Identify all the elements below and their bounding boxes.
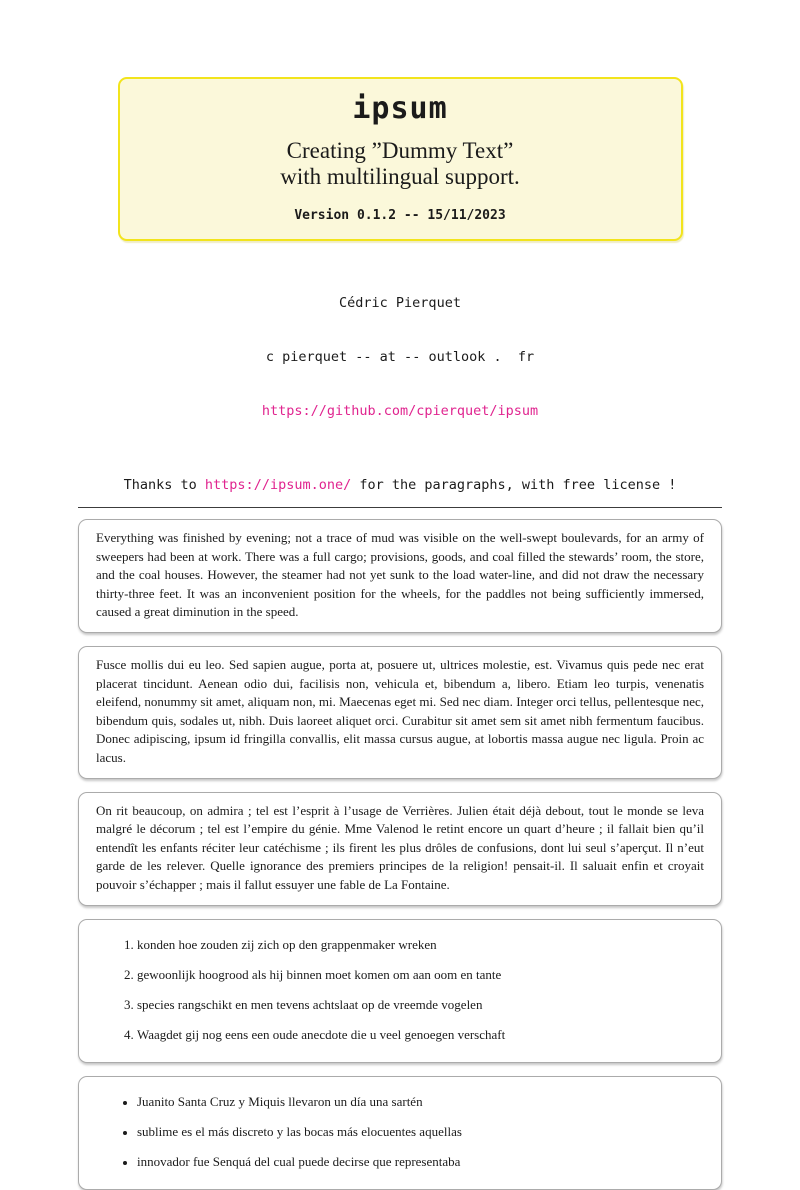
- paragraph-latin-text: Fusce mollis dui eu leo. Sed sapien augue, porta at, posuere ut, ultrices molestie, est. Vivamus quis pede nec erat placerat tincidunt. Aenean odio dui, facilisis non, vehicula et, bibendum a, libero. Etiam leo turpis, venenatis eleifend, nonummy sit amet, aliquam non, mi. Maecenas eget mi. Sed nec diam. Integer orci tellus, pellentesque nec, bibendum quis, sodales ut, nibh. Duis laoreet aliquet orci. Curabitur sit amet sem sit amet nibh fermentum faucibus. Donec adipiscing, ipsum id fringilla convallis, elit massa cursus augue, at lobortis massa augue nec ligula. Proin ac lacus.: [96, 656, 704, 765]
- author-email: c pierquet -- at -- outlook . fr: [265, 349, 535, 365]
- package-title: ipsum: [352, 91, 448, 126]
- bullet-list-item: • sublime es el más discreto y las bocas más elocuentes aquellas: [137, 1123, 704, 1141]
- package-subtitle-line1: Creating ”Dummy Text”: [286, 138, 514, 163]
- author-block: [0, 258, 800, 456]
- numbered-list-item: 1. konden hoe zouden zij zich op den grappenmaker wreken: [137, 936, 704, 954]
- paragraph-french-text: On rit beaucoup, on admira ; tel est l’esprit à l’usage de Verrières. Julien était déjà debout, tout le monde se leva malgré le décorum ; tel est l’empire du génie. Mme Valenod le retint encore un quart d’heure ; il fallait bien qu’il entendît les enfants réciter leur catéchisme ; ils firent les plus drôles de confusions, dont lui seul s’aperçut. Il n’eut garde de les relever. Quelle ignorance des premiers principes de la religion! pensait-il. Il saluait enfin et croyait pouvoir s’échapper ; mais il fallut essuyer une fable de La Fontaine.: [96, 802, 704, 892]
- bullet-list: [96, 1093, 704, 1171]
- numbered-list-item: 3. species rangschikt en men tevens achtslaat op de vreemde vogelen: [137, 996, 704, 1014]
- github-link[interactable]: https://github.com/cpierquet/ipsum: [261, 403, 539, 419]
- numbered-list-item: 2. gewoonlijk hoogrood als hij binnen moet komen om aan oom en tante: [137, 966, 704, 984]
- bullet-list-item: • innovador fue Senquá del cual puede decirse que representaba: [137, 1153, 704, 1171]
- numbered-list: [96, 936, 704, 1044]
- paragraph-box-english: [78, 519, 722, 633]
- paragraph-box-latin: [78, 646, 722, 779]
- bullet-list-item: • Juanito Santa Cruz y Miquis llevaron un día una sartén: [137, 1093, 704, 1111]
- thanks-suffix: for the paragraphs, with free license !: [351, 477, 677, 493]
- paragraph-box-french: [78, 792, 722, 906]
- bullet-list-box: [78, 1076, 722, 1190]
- package-title-box: [118, 77, 683, 241]
- thanks-prefix: Thanks to: [123, 477, 205, 493]
- ipsum-one-link[interactable]: https://ipsum.one/: [204, 477, 352, 493]
- divider-rule: [78, 507, 722, 508]
- paragraph-english-text: Everything was finished by evening; not a trace of mud was visible on the well-swept boulevards, for an army of sweepers had been at work. There was a full cargo; provisions, goods, and coal filled the stewards’ room, the store, and the coal houses. However, the steamer had not yet sunk to the load water-line, and did not draw the necessary thirty-three feet. It was an inconvenient position for the wheels, for the paddles not being sufficiently immersed, caused a great diminution in the speed.: [96, 530, 704, 620]
- numbered-list-box: [78, 919, 722, 1063]
- author-name: Cédric Pierquet: [339, 295, 461, 311]
- package-version: Version 0.1.2 -- 15/11/2023: [294, 208, 506, 223]
- package-subtitle: [132, 138, 669, 190]
- package-subtitle-line2: with multilingual support.: [280, 164, 520, 189]
- thanks-line: [0, 476, 800, 494]
- numbered-list-item: 4. Waagdet gij nog eens een oude anecdote die u veel genoegen verschaft: [137, 1026, 704, 1044]
